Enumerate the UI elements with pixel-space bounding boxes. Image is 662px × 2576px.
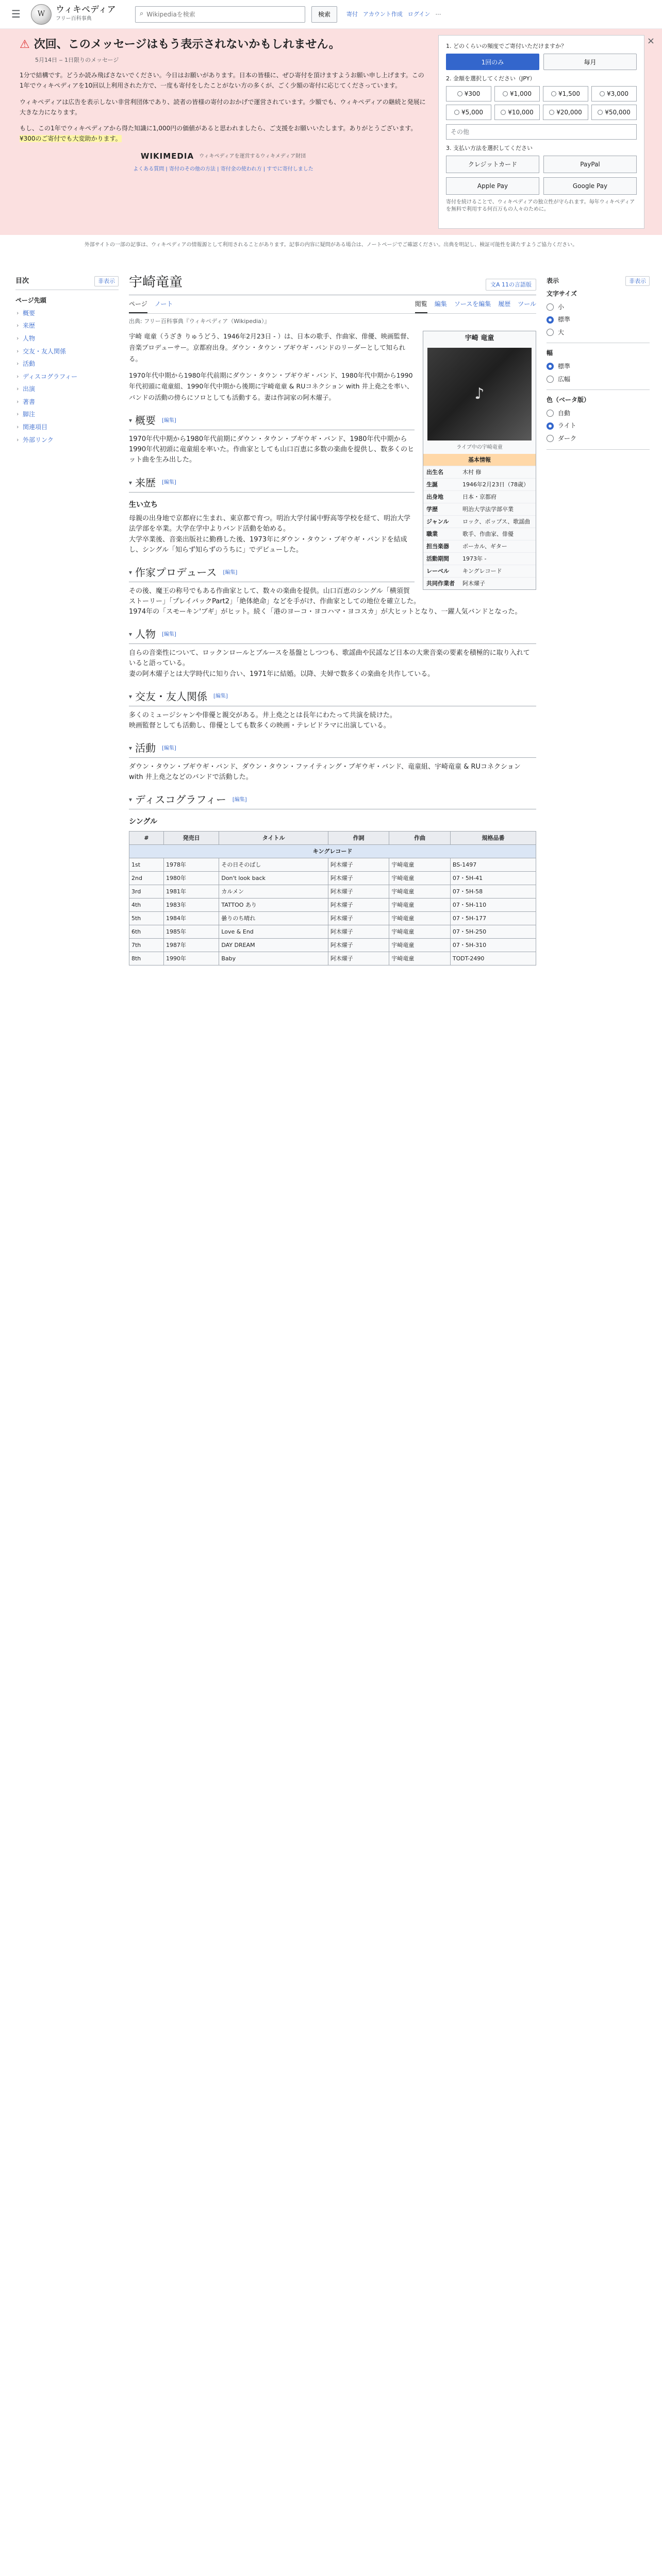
edit-section-link[interactable]: [編集] [213,693,228,700]
section-heading-text: 作家プロデュース [135,566,217,579]
table-cell: 宇崎竜童 [389,939,451,952]
search-icon: ⌕ [140,10,144,18]
table-cell: 宇崎竜童 [389,912,451,925]
language-button[interactable] [486,279,536,291]
amount-option[interactable] [591,105,637,120]
table-cell: 6th [129,925,164,939]
amount-option[interactable] [446,105,491,120]
create-account-link[interactable]: アカウント作成 [363,10,403,18]
infobox-section: 基本情報 [423,454,536,466]
toc-item[interactable]: › 人物 [15,332,119,345]
radio-selected-icon [547,316,554,324]
infobox-value: ロック、ポップス、歌謡曲 [462,518,531,525]
amount-label: ¥300 [464,90,481,97]
tab-talk[interactable]: ノート [154,300,173,308]
table-cell: 5th [129,912,164,925]
toc-item[interactable]: › 概要 [15,307,119,320]
logo-wordmark: ウィキペディア [56,5,116,15]
infobox-key: 出身地 [426,493,443,500]
table-cell: 1987年 [164,939,219,952]
section-heading [129,792,536,809]
option-label: 大 [558,328,565,336]
toc-item[interactable]: › 著書 [15,396,119,409]
table-cell: 07・5H-250 [450,925,536,939]
text-size-standard[interactable] [547,313,650,326]
table-cell: 1983年 [164,899,219,912]
radio-icon [547,303,554,311]
radio-icon [501,110,506,115]
freq-once-button[interactable]: 1回のみ [446,54,539,70]
amount-label: ¥5,000 [461,108,483,116]
table-cell: 1981年 [164,885,219,899]
tab-page[interactable]: ページ [129,296,147,313]
text-size-label: 文字サイズ [547,290,577,298]
table-cell: 宇崎竜童 [389,885,451,899]
appearance-panel [547,276,650,455]
table-cell: 1st [129,858,164,872]
radio-icon [547,329,554,336]
donate-note: 寄付を続けることで、ウィキペディアの独立性が守られます。毎年ウィキペディアを無料で利用する何百万もの人々のために。 [446,199,635,213]
banner-headline [20,36,427,54]
language-button-label: 11の言語版 [502,281,532,289]
tab-history[interactable]: 履歴 [498,300,511,308]
table-row [129,899,536,912]
table-group-row [129,845,536,858]
amount-label: ¥1,500 [558,90,580,97]
toc-item[interactable]: › 外部リンク [15,434,119,447]
chevron-down-icon[interactable]: ▾ [129,569,133,577]
table-cell: 1984年 [164,912,219,925]
payment-methods [446,156,637,195]
edit-section-link[interactable]: [編集] [162,417,176,423]
infobox-value: 1973年 - [462,555,487,562]
table-cell: 阿木燿子 [328,912,389,925]
table-cell[interactable]: カルメン [219,885,328,899]
toc-item[interactable]: ページ先頭 [15,297,46,304]
table-cell[interactable]: Love & End [219,925,328,939]
infobox-key: 共同作業者 [426,580,455,587]
color-light[interactable] [547,419,650,432]
infobox-row [423,528,536,540]
pay-card-button[interactable]: クレジットカード [446,156,539,173]
site-logo[interactable] [31,4,129,25]
infobox-value: キングレコード [462,568,502,574]
chevron-down-icon[interactable]: ▾ [129,692,133,700]
chevron-down-icon[interactable]: ▾ [129,479,133,486]
section-paragraph: 大学卒業後、音楽出版社に勤務した後、1973年にダウン・タウン・ブギウギ・バンドを結成し、シングル「知らず知らずのうちに」でデビューした。 [129,535,407,554]
donate-step-2: 2. 金額を選択してください（JPY） [446,75,536,82]
infobox-row [423,515,536,528]
column-header: タイトル [219,831,328,844]
section-paragraph: 自らの音楽性について、ロックンロールとブルースを基盤としつつも、歌謡曲や民謡など日本の大衆音楽の要素を積極的に取り入れていると語っている。 [129,649,530,668]
toc-item[interactable]: › 出演 [15,383,119,396]
warning-icon: ⚠ [20,38,30,51]
pay-applepay-button[interactable]: Apple Pay [446,177,539,195]
more-icon[interactable]: ⋯ [435,10,441,18]
user-links [346,10,441,19]
translate-icon: 文A [490,281,500,289]
chevron-down-icon[interactable]: ▾ [129,744,133,752]
table-cell: 4th [129,899,164,912]
table-cell: 阿木燿子 [328,925,389,939]
banner-highlight: ¥300のご寄付でも大変助かります。 [20,135,122,143]
banner-close-icon[interactable]: × [647,36,655,46]
wikipedia-globe-icon: W [31,4,52,25]
amount-label: ¥50,000 [605,108,631,116]
infobox-value: 木村 修 [462,468,482,476]
table-cell: 宇崎竜童 [389,872,451,885]
section-heading [129,413,415,430]
toc-item[interactable]: › 活動 [15,358,119,370]
option-label: 標準 [558,363,571,370]
toc-item[interactable]: › 関連項目 [15,421,119,434]
radio-selected-icon [547,363,554,370]
search-box [135,6,305,23]
option-label: ライト [558,422,576,430]
section-paragraph: その後、魔王の称号でもある作曲家として、数々の楽曲を提供。山口百恵のシングル「横須賀ストーリー」「プレイバックPart2」「絶体絶命」などを手がけ、作曲家としての地位を確立した。 [129,587,420,605]
infobox-row [423,478,536,490]
table-cell: 宇崎竜童 [389,858,451,872]
search-input[interactable] [146,11,301,18]
lead-paragraph: 1970年代中期から1980年代前期にダウン・タウン・ブギウギ・バンド、1980年代中期から1990年代初頭に竜童組、1990年代中期から後期に宇崎竜童 & RUコネクション with 井上堯之を率い、バンドの活動の傍らにソロとしても活動する。妻は作詞家の阿木燿子。 [129,371,413,402]
table-cell: 07・5H-58 [450,885,536,899]
login-link[interactable]: ログイン [407,10,431,18]
table-row [129,885,536,899]
banner-paragraph: ウィキペディアは広告を表示しない非営利団体であり、読者の皆様の寄付のおかげで運営されています。少額でも、ウィキペディアの継続と発展に大きな力になります。 [20,98,426,116]
donation-banner [0,29,662,235]
amount-option[interactable] [543,86,588,101]
infobox-value: 明治大学法学部卒業 [462,505,514,513]
column-header: 規格品番 [450,831,536,844]
toc-item[interactable]: › ディスコグラフィー [15,370,119,383]
radio-icon [454,110,459,115]
table-cell[interactable]: TATTOO あり [219,899,328,912]
column-header: 発売日 [164,831,219,844]
table-cell: 1990年 [164,952,219,965]
freq-monthly-button[interactable]: 毎月 [543,54,637,70]
option-label: 小 [558,303,565,311]
infobox-value: 1946年2月23日（78歳） [462,481,529,488]
table-row [129,912,536,925]
banner-paragraph [20,124,427,144]
amount-label: ¥3,000 [607,90,628,97]
toc-hide-button[interactable]: 非表示 [94,276,119,286]
table-of-contents [15,276,119,446]
artist-photo[interactable]: ♪ [427,348,532,440]
subsection-heading: シングル [129,818,157,826]
table-cell[interactable]: Don't look back [219,872,328,885]
table-cell: 1980年 [164,872,219,885]
infobox-row [423,466,536,478]
infobox-key: 生誕 [426,481,438,488]
radio-icon [547,435,554,442]
donate-step-3: 3. 支払い方法を選択してください [446,145,533,152]
table-cell[interactable]: 曇りのち晴れ [219,912,328,925]
amount-label: ¥10,000 [508,108,534,116]
table-row [129,872,536,885]
section-paragraph: 母親の出身地で京都府に生まれ、東京都で育つ。明治大学付属中野高等学校を経て、明治大学法学部を卒業。大学在学中よりバンド活動を始める。 [129,515,411,533]
section-paragraph: 映画監督としても活動し、俳優としても数多くの映画・テレビドラマに出演している。 [129,721,390,730]
banner-paragraph-text: もし、この1年でウィキペディアから得た知識に1,000円の価値があると思われましたら、ご支援をお願いいたします。ありがとうございます。 [20,125,417,132]
section-heading-text: 交友・友人関係 [135,690,208,703]
table-row [129,858,536,872]
donate-link[interactable]: 寄付 [346,10,358,18]
section-heading-text: 人物 [135,628,156,641]
edit-section-link[interactable]: [編集] [162,632,176,638]
table-cell: 07・5H-177 [450,912,536,925]
top-header [0,0,662,29]
section-heading-text: 来歴 [135,476,156,489]
section-heading-text: ディスコグラフィー [135,793,226,806]
toc-title: 目次 [15,277,29,285]
radio-icon [457,91,462,96]
table-cell: 阿木燿子 [328,858,389,872]
page-title [129,272,536,295]
logo-tagline: フリー百科事典 [56,16,92,22]
amount-option[interactable] [494,105,540,120]
radio-icon [503,91,508,96]
amount-grid [446,86,637,120]
lead-paragraph: 宇崎 竜童（うざき りゅうどう、1946年2月23日 - ）は、日本の歌手、作曲家、俳優、映画監督、音楽プロデューサー。京都府出身。ダウン・タウン・ブギウギ・バンドのリーダーとして知られる。 [129,332,413,363]
section-paragraph: 多くのミュージシャンや俳優と親交がある。井上堯之とは長年にわたって共演を続けた。 [129,711,396,719]
article [129,272,536,965]
color-auto[interactable] [547,407,650,420]
section-heading [129,740,536,758]
table-row [129,952,536,965]
table-cell: 3rd [129,885,164,899]
chevron-down-icon[interactable]: ▾ [129,417,133,425]
page-title-text: 宇崎竜童 [129,275,183,290]
infobox-caption: ライブ中の宇崎竜童 [456,445,503,451]
table-cell[interactable]: その日そのばし [219,858,328,872]
donate-step-1: 1. どのくらいの頻度でご寄付いただけますか？ [446,43,567,49]
color-dark[interactable] [547,432,650,445]
radio-selected-icon [547,422,554,430]
table-cell: 07・5H-310 [450,939,536,952]
infobox-value: 歌手、作曲家、俳優 [462,530,514,537]
edit-section-link[interactable]: [編集] [232,797,247,803]
infobox-row [423,565,536,577]
table-cell: TODT-2490 [450,952,536,965]
chevron-down-icon[interactable]: ▾ [129,796,133,804]
banner-headline-text: 次回、このメッセージはもう表示されないかもしれません。 [34,38,340,51]
banner-links[interactable]: よくある質問 | 寄付のその他の方法 | 寄付金の使われ方 | すでに寄付しました [133,166,313,173]
label-name[interactable]: キングレコード [129,845,536,858]
text-size-large[interactable] [547,326,650,339]
pay-paypal-button[interactable]: PayPal [543,156,637,173]
column-header: 作詞 [328,831,389,844]
table-cell: 阿木燿子 [328,899,389,912]
table-cell: BS-1497 [450,858,536,872]
option-label: 広幅 [558,375,571,383]
table-cell: 1978年 [164,858,219,872]
amount-label: ¥20,000 [556,108,582,116]
option-label: 標準 [558,316,571,324]
amount-option[interactable] [591,86,637,101]
table-cell: 07・5H-41 [450,872,536,885]
amount-option[interactable] [543,105,588,120]
section-heading [129,475,415,493]
infobox-key: 職業 [426,530,438,537]
column-header: 作曲 [389,831,451,844]
radio-icon [551,91,556,96]
table-cell: 07・5H-110 [450,899,536,912]
infobox-key: 出生名 [426,468,443,476]
search-button[interactable]: 検索 [311,6,337,23]
text-size-small[interactable] [547,301,650,314]
wmf-mark: WIKIMEDIA [140,151,194,161]
infobox-key: 活動期間 [426,555,449,562]
infobox-row [423,490,536,503]
site-notice: 外部サイトの一部の記事は、ウィキペディアの情報源として利用されることがあります。記事の内容に疑問がある場合は、ノートページでご確認ください。出典を明記し、検証可能性を満たすようご協力ください。 [84,242,578,248]
main-menu-icon[interactable]: ☰ [11,8,21,20]
section-heading [129,565,415,582]
subsection-heading: 生い立ち [129,500,158,509]
infobox-value: 阿木燿子 [462,580,485,587]
appearance-title: 表示 [547,277,559,284]
page-tabs [129,296,536,314]
radio-icon [547,410,554,417]
toc-item[interactable]: › 脚注 [15,408,119,421]
table-cell[interactable]: Baby [219,952,328,965]
section-heading-text: 活動 [135,741,156,754]
wmf-caption: ウィキペディアを運営するウィキメディア財団 [199,153,306,159]
tab-read[interactable]: 閲覧 [415,296,427,313]
amount-option[interactable] [494,86,540,101]
infobox-value: 日本・京都府 [462,493,496,500]
amount-label: ¥1,000 [510,90,532,97]
table-cell: 宇崎竜童 [389,952,451,965]
infobox-row [423,503,536,515]
banner-paragraph: 1分で結構です。どうか読み飛ばさないでください。今日はお願いがあります。日本の皆様に、ぜひ寄付を頂けますようお願い申し上げます。この1年でウィキペディアを10回以上利用された方で、一度も寄付をしたことがない方の多くが、ごく少額の寄付に応じてくださっています。 [20,72,424,89]
table-cell[interactable]: DAY DREAM [219,939,328,952]
section-paragraph: 1970年代中期から1980年代前期にダウン・タウン・ブギウギ・バンド、1980年代中期から1990年代初頭に竜童組を率いた。作曲家としても山口百恵に多数の楽曲を提供し、数多くのヒット曲を生み出した。 [129,435,415,464]
option-label: ダーク [558,434,577,442]
table-cell: 阿木燿子 [328,872,389,885]
width-wide[interactable] [547,373,650,386]
width-label: 幅 [547,349,553,357]
table-cell: 宇崎竜童 [389,925,451,939]
infobox-name: 宇崎 竜童 [465,334,494,342]
table-cell: 7th [129,939,164,952]
table-cell: 宇崎竜童 [389,899,451,912]
table-cell: 阿木燿子 [328,952,389,965]
table-cell: 2nd [129,872,164,885]
section-paragraph: ダウン・タウン・ブギウギ・バンド、ダウン・タウン・ファイティング・ブギウギ・バンド、竜童組、宇崎竜童 & RUコネクション with 井上堯之などのバンドで活動した。 [129,762,521,782]
table-cell: 阿木燿子 [328,939,389,952]
banner-subline: 5月14日 ‒ 1日限りのメッセージ [35,57,119,64]
section-paragraph: 1974年の「スモーキン'ブギ」がヒット。続く「港のヨーコ・ヨコハマ・ヨコスカ」が大ヒットとなり、一躍人気バンドとなった。 [129,608,522,616]
infobox-key: レーベル [426,568,449,574]
edit-section-link[interactable]: [編集] [162,480,176,486]
infobox [423,331,536,590]
infobox-row [423,540,536,552]
appearance-hide-button[interactable]: 非表示 [625,276,650,286]
infobox-value: ボーカル、ギター [462,543,507,550]
radio-icon [547,376,554,383]
donate-panel [438,35,644,229]
column-header: # [129,831,164,844]
infobox-key: 学歴 [426,505,438,513]
width-standard[interactable] [547,360,650,373]
radio-icon [549,110,554,115]
tab-edit-source[interactable]: ソースを編集 [454,300,491,308]
table-cell: 1985年 [164,925,219,939]
section-heading-text: 概要 [135,414,156,427]
section-heading [129,626,536,644]
radio-icon [598,110,603,115]
other-amount-field[interactable]: その他 [446,124,637,140]
radio-icon [600,91,605,96]
wikimedia-logo [20,150,427,162]
from-line: 出典: フリー百科事典『ウィキペディア（Wikipedia）』 [129,317,270,325]
tab-edit[interactable]: 編集 [434,300,447,308]
infobox-row [423,552,536,565]
infobox-key: 担当楽器 [426,543,449,550]
section-heading [129,689,536,706]
edit-section-link[interactable]: [編集] [162,745,176,751]
color-label: 色（ベータ版） [547,396,590,404]
table-row [129,925,536,939]
section-paragraph: 妻の阿木燿子とは大学時代に知り合い、1971年に結婚。以降、夫婦で数多くの楽曲を共作している。 [129,670,435,678]
toc-item[interactable]: › 交友・友人関係 [15,345,119,358]
toc-item[interactable]: › 来歴 [15,319,119,332]
chevron-down-icon[interactable]: ▾ [129,631,133,638]
tab-tools[interactable]: ツール [518,300,536,308]
table-row [129,939,536,952]
table-cell: 阿木燿子 [328,885,389,899]
edit-section-link[interactable]: [編集] [223,569,238,575]
infobox-row [423,577,536,589]
table-cell: 8th [129,952,164,965]
amount-option[interactable] [446,86,491,101]
discography-table [129,831,536,965]
option-label: 自動 [558,409,571,417]
pay-googlepay-button[interactable]: Google Pay [543,177,637,195]
infobox-key: ジャンル [426,518,449,525]
